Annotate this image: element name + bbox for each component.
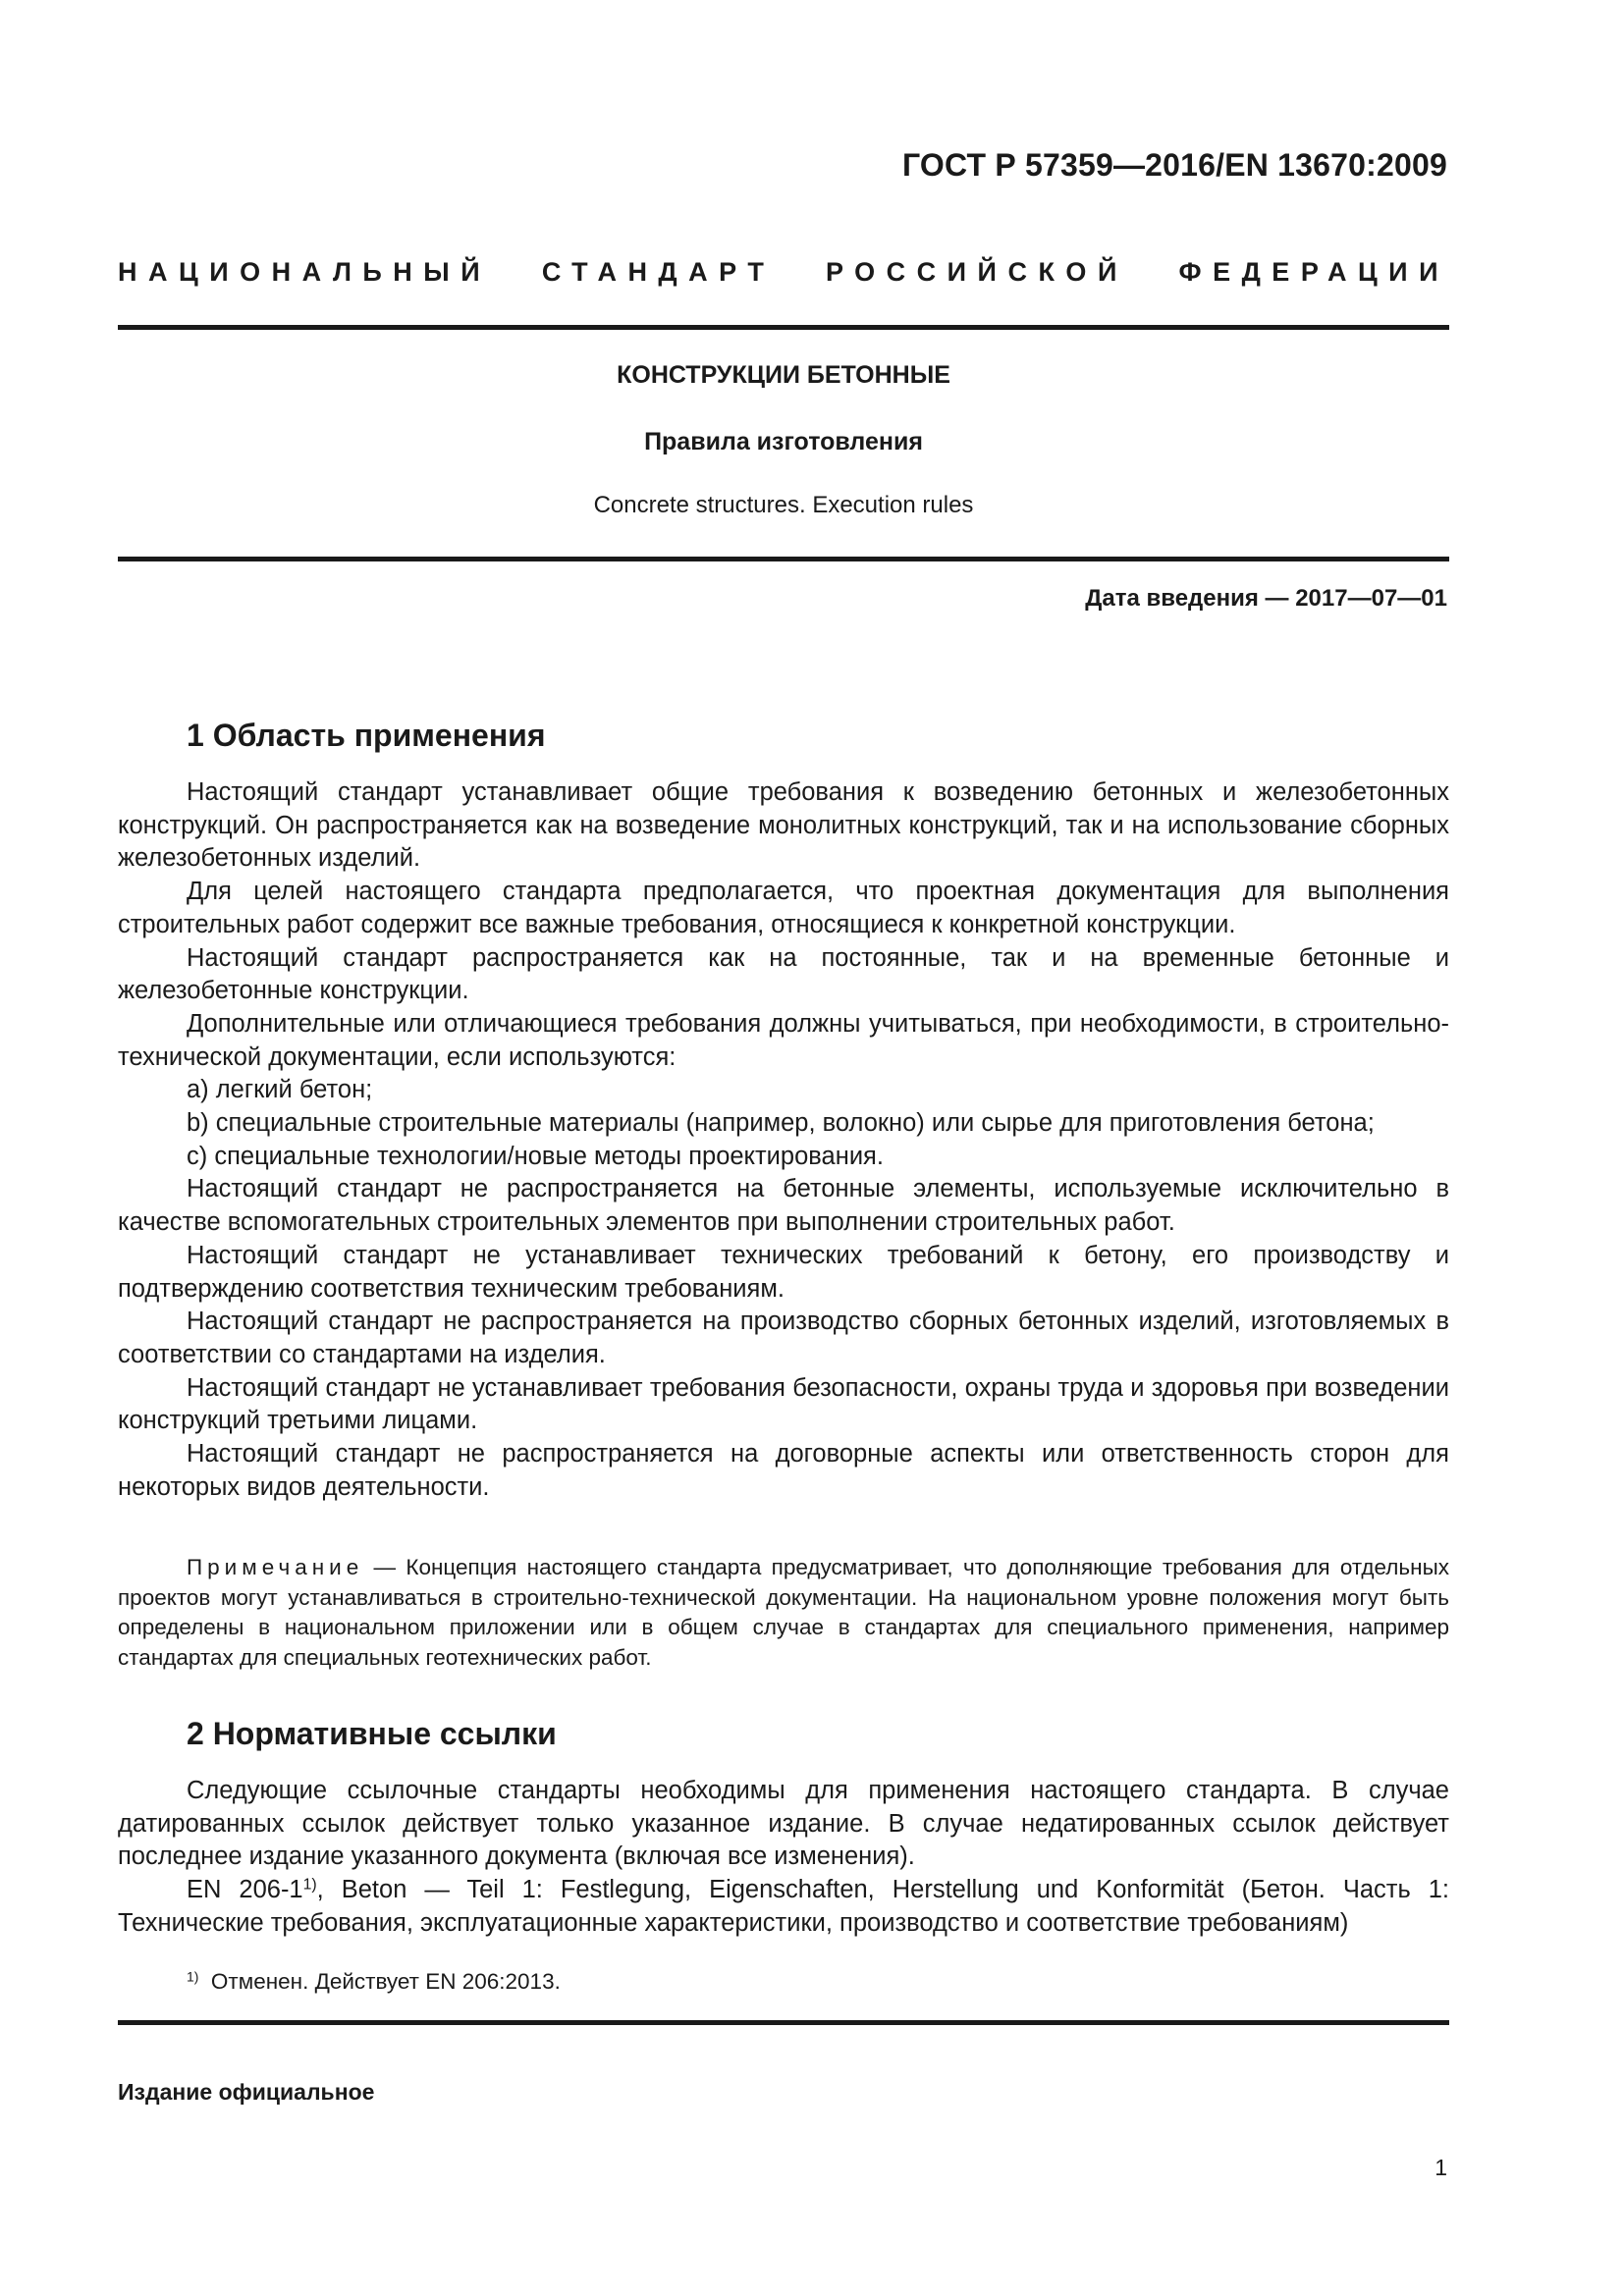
paragraph: Дополнительные или отличающиеся требования должны учитываться, при необходимости, в строительно-технической документации, если используются: [118,1009,1449,1071]
paragraph: Настоящий стандарт не распространяется на бетонные элементы, используемые исключительно в качестве вспомогательных строительных элементов при выполнении строительных работ. [118,1175,1449,1237]
note-label: Примечание [187,1555,364,1579]
document-subtitle: Правила изготовления [644,428,923,455]
header-divider [118,325,1449,330]
section-1-note [118,1553,1449,1673]
national-standard-banner: НАЦИОНАЛЬНЫЙ СТАНДАРТ РОССИЙСКОЙ ФЕДЕРАЦИИ [118,257,1449,287]
footnote-number: 1) [187,1968,199,1985]
english-title: Concrete structures. Execution rules [593,492,974,518]
footnote [187,1969,561,1995]
paragraph: Настоящий стандарт не устанавливает технических требований к бетону, его производству и подтверждению соответствия техническим требованиям. [118,1241,1449,1303]
footnote-text: Отменен. Действует EN 206:2013. [210,1969,561,1994]
introduction-date: Дата введения — 2017—07—01 [1085,585,1447,612]
paragraph: Настоящий стандарт устанавливает общие требования к возведению бетонных и железобетонных конструкций. Он распространяется как на возведение монолитных конструкций, так и на использование сборных железобетонных изделий. [118,778,1449,873]
document-title: КОНСТРУКЦИИ БЕТОННЫЕ [617,361,950,389]
paragraph: Следующие ссылочные стандарты необходимы для применения настоящего стандарта. В случае датированных ссылок действует только указанное издание. В случае недатированных ссылок действует последнее издание указанного документа (включая все изменения). [118,1777,1449,1871]
reference-text: , Beton — Teil 1: Festlegung, Eigenschaften, Herstellung und Konformität (Бетон. Часть 1: Технические требования, эксплуатационные характеристики, производство и соответствие требованиям) [118,1876,1449,1937]
section-2-heading: 2 Нормативные ссылки [187,1716,557,1751]
note-text: — Концепция настоящего стандарта предусматривает, что дополняющие требования для отдельных проектов могут устанавливаться в строительно-технической документации. На национальном уровне положения могут быть определены в национальном приложении или в общем случае в стандартах для специального применения, например стандартах для специальных геотехнических работ. [118,1555,1449,1670]
paragraph: Настоящий стандарт не распространяется на договорные аспекты или ответственность сторон для некоторых видов деятельности. [118,1440,1449,1501]
official-edition-label: Издание официальное [118,2079,375,2105]
list-item: a) легкий бетон; [187,1076,373,1104]
footer-divider [118,2020,1449,2025]
section-1-heading: 1 Область применения [187,718,546,753]
section-1-body [118,776,1449,1504]
section-2-body [118,1775,1449,1941]
footnote-marker: 1) [302,1876,317,1894]
list-item: c) специальные технологии/новые методы проектирования. [187,1142,884,1170]
paragraph: Настоящий стандарт не устанавливает требования безопасности, охраны труда и здоровья при возведении конструкций третьими лицами. [118,1373,1449,1435]
paragraph: Настоящий стандарт распространяется как на постоянные, так и на временные бетонные и железобетонные конструкции. [118,943,1449,1005]
reference-entry [118,1874,1449,1940]
title-divider [118,557,1449,561]
paragraph: Настоящий стандарт не распространяется на производство сборных бетонных изделий, изготовляемых в соответствии со стандартами на изделия. [118,1308,1449,1368]
list-item: b) специальные строительные материалы (например, волокно) или сырье для приготовления бетона; [187,1109,1375,1138]
document-code: ГОСТ Р 57359—2016/EN 13670:2009 [901,147,1447,183]
paragraph: Для целей настоящего стандарта предполагается, что проектная документация для выполнения строительных работ содержит все важные требования, относящиеся к конкретной конструкции. [118,878,1449,938]
page-number: 1 [1435,2155,1447,2180]
reference-code: EN 206-1 [187,1876,303,1904]
